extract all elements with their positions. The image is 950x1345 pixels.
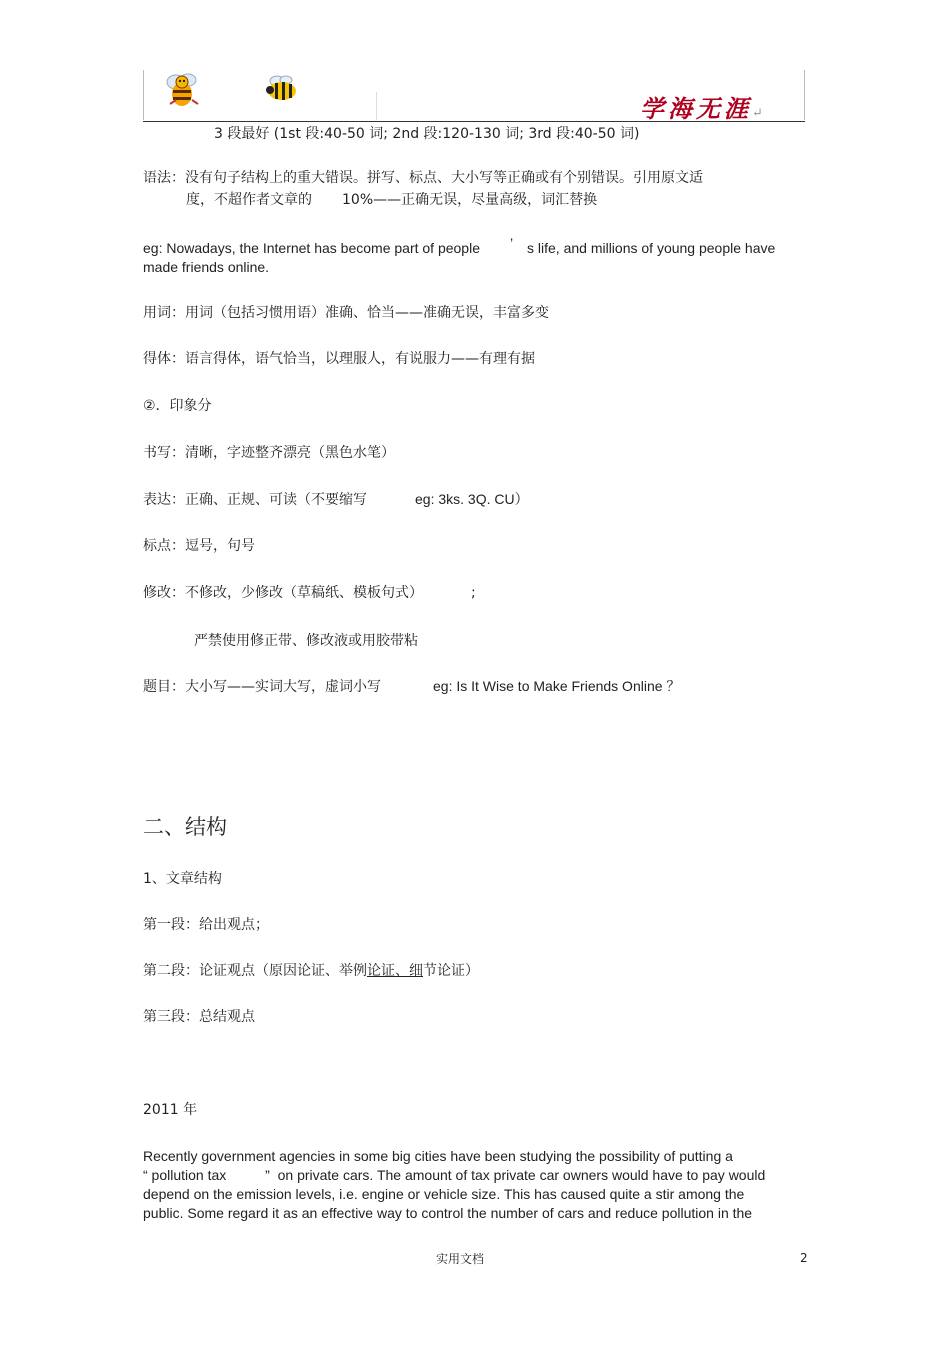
grammar-line-2: 度，不超作者文章的 bbox=[186, 192, 312, 208]
prohibition-line: 严禁使用修正带、修改液或用胶带粘 bbox=[194, 633, 418, 649]
passage-line: “ pollution tax ” on private cars. The amount of tax private car owners would have to pay would bbox=[143, 1167, 766, 1183]
appropriateness-line: 得体：语言得体，语气恰当，以理服人，有说服力——有理有据 bbox=[143, 351, 535, 367]
handwriting-line: 书写：清晰，字迹整齐漂亮（黑色水笔） bbox=[143, 445, 395, 461]
paragraph-two-line bbox=[143, 961, 479, 981]
example-apostrophe: ’ bbox=[510, 235, 514, 251]
paragraph-limit-line: 3 段最好 (1st 段:40-50 词; 2nd 段:120-130 词; 3rd 段:40-50 词) bbox=[214, 126, 640, 142]
paragraph-two-text: 第二段：论证观点（原因论证、举例 bbox=[143, 963, 367, 979]
bee-icon bbox=[263, 74, 301, 102]
passage-line: depend on the emission levels, i.e. engine or vehicle size. This has caused quite a stir among the bbox=[143, 1186, 745, 1202]
example-line-2: made friends online. bbox=[143, 259, 270, 275]
paragraph-two-underlined: 论证、细 bbox=[367, 963, 423, 979]
header-right-border bbox=[804, 70, 805, 120]
revision-semicolon: ; bbox=[471, 585, 476, 601]
grammar-line-2b: 10%——正确无误，尽量高级，词汇替换 bbox=[342, 192, 598, 208]
header-divider bbox=[376, 92, 377, 120]
section-heading: 二、结构 bbox=[143, 815, 227, 839]
title-rule-example: eg: Is It Wise to Make Friends Online ？ bbox=[433, 678, 681, 694]
section-subheading: 1、文章结构 bbox=[143, 871, 222, 887]
grammar-line-1: 语法：没有句子结构上的重大错误。拼写、标点、大小写等正确或有个别错误。引用原文适 bbox=[143, 170, 703, 186]
paragraph-two-tail: 节论证） bbox=[423, 963, 479, 979]
passage-line: Recently government agencies in some big cities have been studying the possibility of putting a bbox=[143, 1148, 733, 1164]
logo-text-label: 学海无涯 bbox=[640, 94, 752, 123]
punctuation-line: 标点：逗号，句号 bbox=[143, 538, 255, 554]
example-line-1b: s life, and millions of young people have bbox=[527, 240, 776, 256]
title-rule-line: 题目：大小写——实词大写，虚词小写 bbox=[143, 679, 381, 695]
bee-mascot-icon bbox=[162, 70, 206, 110]
paragraph-mark-icon: ↵ bbox=[752, 106, 763, 121]
expression-line: 表达：正确、正规、可读（不要缩写 bbox=[143, 492, 367, 508]
page-number: 2 bbox=[800, 1251, 808, 1265]
impression-heading: ②．印象分 bbox=[143, 398, 212, 414]
logo-text bbox=[640, 89, 763, 124]
example-line-1: eg: Nowadays, the Internet has become part of people bbox=[143, 240, 480, 256]
paragraph-one-line: 第一段：给出观点； bbox=[143, 917, 269, 933]
word-usage-line: 用词：用词（包括习惯用语）准确、恰当——准确无误，丰富多变 bbox=[143, 305, 549, 321]
year-label: 2011 年 bbox=[143, 1102, 198, 1118]
paragraph-three-line: 第三段：总结观点 bbox=[143, 1009, 255, 1025]
passage-line: public. Some regard it as an effective way to control the number of cars and reduce pollution in the bbox=[143, 1205, 753, 1221]
footer-label: 实用文档 bbox=[436, 1252, 485, 1266]
expression-example: eg: 3ks. 3Q. CU） bbox=[415, 491, 529, 507]
revision-line: 修改：不修改，少修改（草稿纸、模板句式） bbox=[143, 585, 423, 601]
header-left-border bbox=[143, 70, 144, 120]
